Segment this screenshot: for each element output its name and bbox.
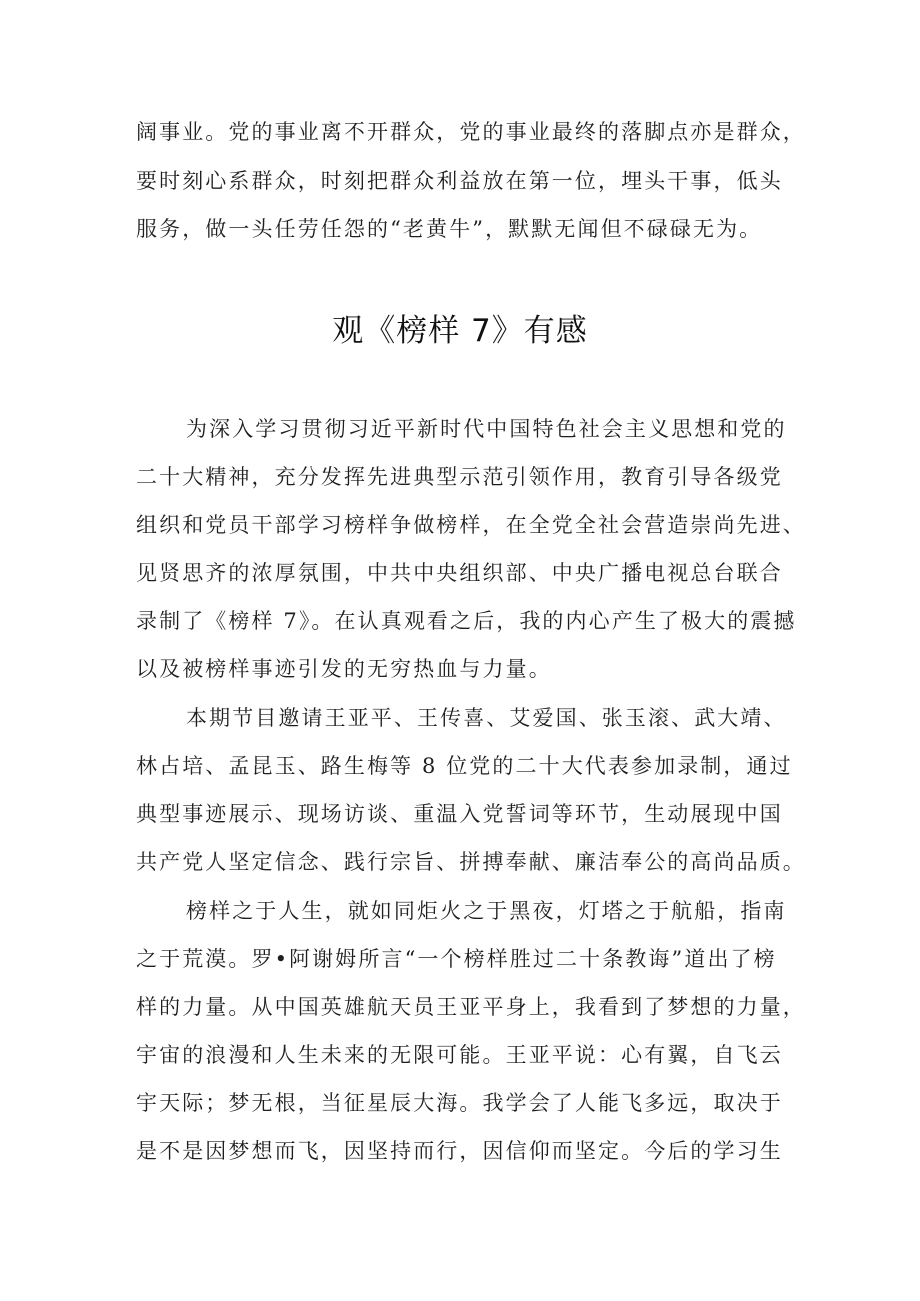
p1-line-5: 录制了《榜样 7》。在认真观看之后，我的内心产生了极大的震撼	[136, 609, 797, 633]
p3-line-1: 榜样之于人生，就如同炬火之于黑夜，灯塔之于航船，指南	[186, 899, 787, 923]
p1-line-3: 组织和党员干部学习榜样争做榜样，在全党全社会营造崇尚先进、	[136, 513, 806, 537]
intro-line-1: 阔事业。党的事业离不开群众，党的事业最终的落脚点亦是群众，	[136, 120, 806, 144]
p1-line-6: 以及被榜样事迹引发的无穷热血与力量。	[136, 657, 552, 681]
p2-line-3: 典型事迹展示、现场访谈、重温入党誓词等环节，生动展现中国	[136, 802, 783, 826]
p1-line-1: 为深入学习贯彻习近平新时代中国特色社会主义思想和党的	[186, 417, 787, 441]
p1-line-2: 二十大精神，充分发挥先进典型示范引领作用，教育引导各级党	[136, 465, 783, 489]
p3-line-3: 样的力量。从中国英雄航天员王亚平身上，我看到了梦想的力量，	[136, 995, 806, 1019]
p2-line-2: 林占培、孟昆玉、路生梅等 8 位党的二十大代表参加录制，通过	[136, 754, 793, 778]
p3-line-6: 是不是因梦想而飞，因坚持而行，因信仰而坚定。今后的学习生	[136, 1139, 783, 1163]
p2-line-4: 共产党人坚定信念、践行宗旨、拼搏奉献、廉洁奉公的高尚品质。	[136, 850, 806, 874]
intro-line-3: 服务，做一头任劳任怨的“老黄牛”，默默无闻但不碌碌无为。	[136, 217, 763, 241]
p2-line-1: 本期节目邀请王亚平、王传喜、艾爱国、张玉滚、武大靖、	[186, 706, 787, 730]
p3-line-2: 之于荒漠。罗•阿谢姆所言“一个榜样胜过二十条教诲”道出了榜	[136, 947, 777, 971]
p3-line-4: 宇宙的浪漫和人生未来的无限可能。王亚平说：心有翼，自飞云	[136, 1043, 783, 1067]
p3-line-5: 宇天际；梦无根，当征星辰大海。我学会了人能飞多远，取决于	[136, 1091, 783, 1115]
intro-line-2: 要时刻心系群众，时刻把群众利益放在第一位，埋头干事，低头	[136, 169, 783, 193]
p1-line-4: 见贤思齐的浓厚氛围，中共中央组织部、中央广播电视总台联合	[136, 561, 783, 585]
document-title: 观《榜样 7》有感	[332, 313, 588, 349]
